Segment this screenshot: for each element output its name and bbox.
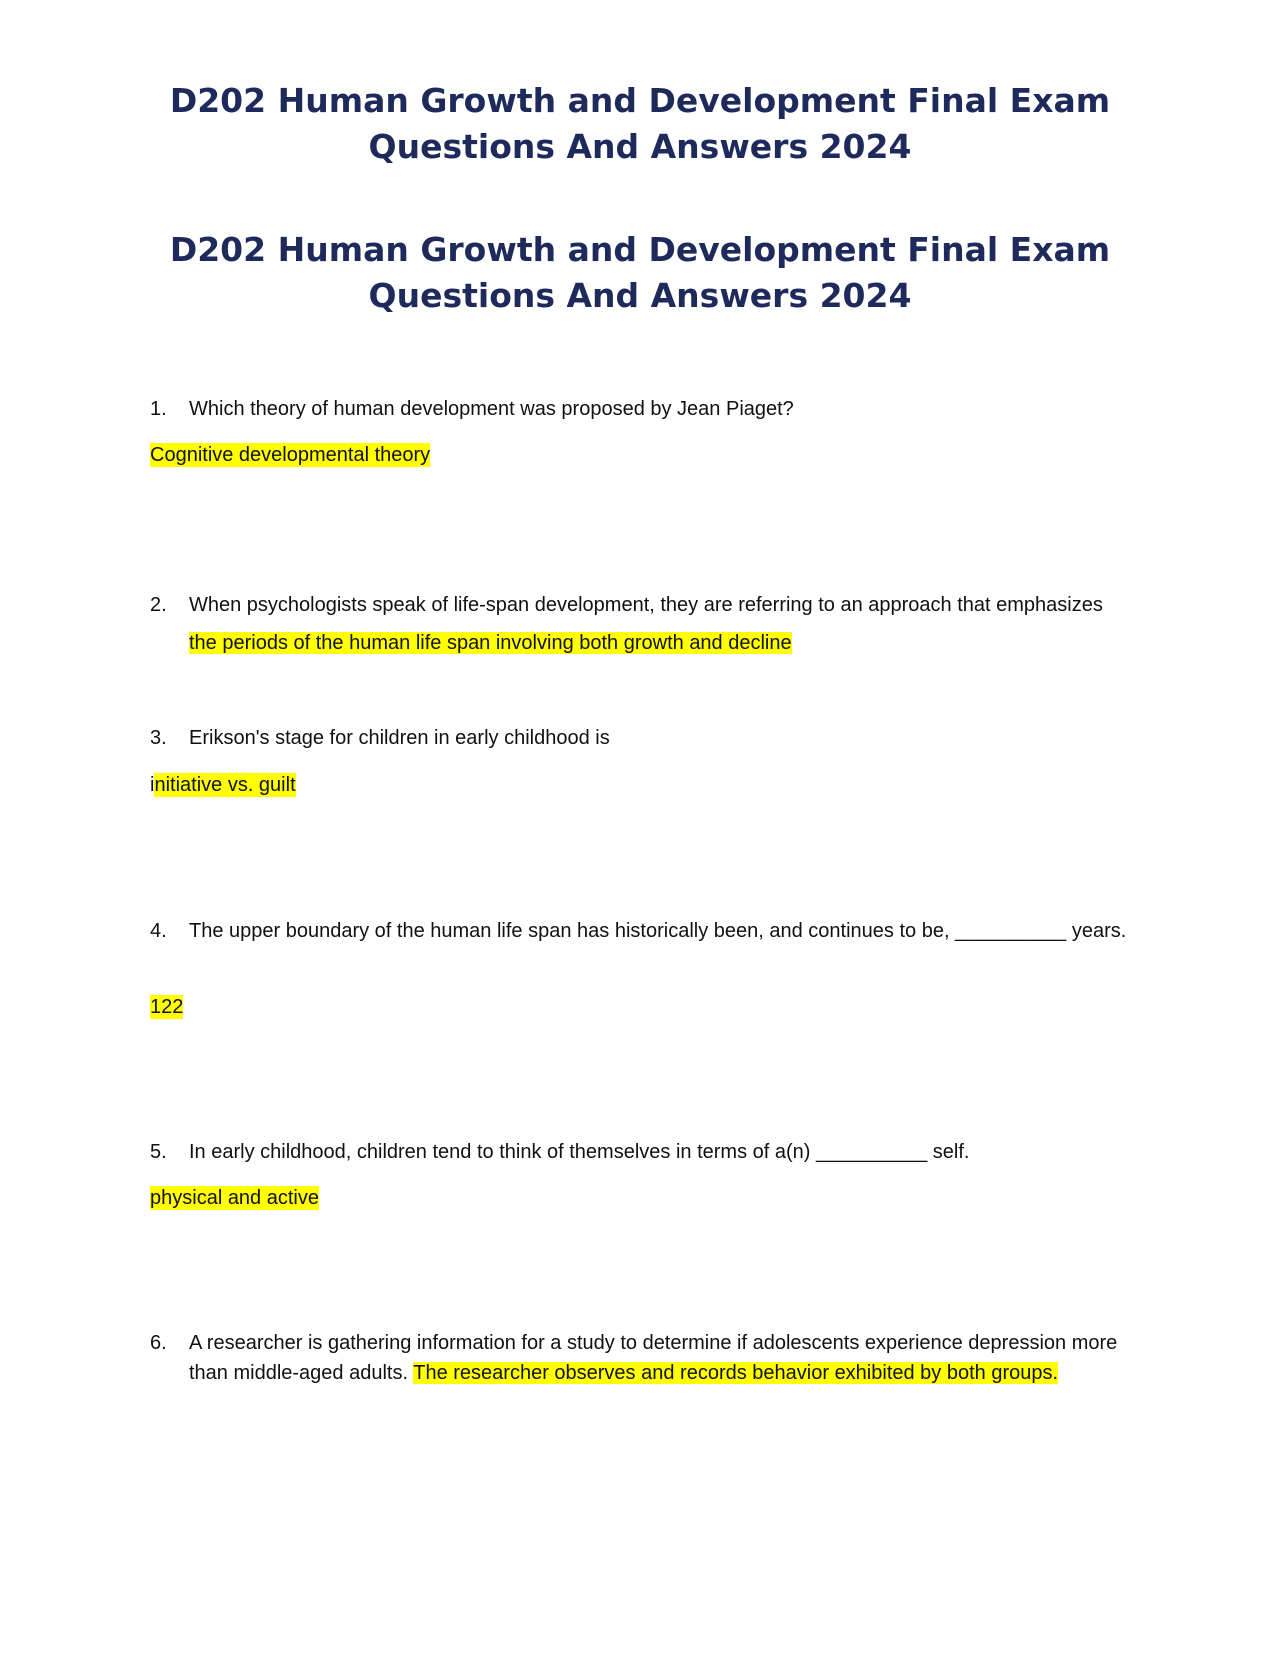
answer-3 [150,770,296,800]
title-line-1: D202 Human Growth and Development Final Exam [169,230,1111,269]
title-line-2: Questions And Answers 2024 [368,127,912,166]
question-text-wrap [189,1328,1130,1388]
answer-prefix: i [150,774,155,796]
highlighted-answer: the periods of the human life span involving both growth and decline [189,632,792,654]
highlighted-answer: physical and active [150,1187,319,1209]
question-number: 4. [150,920,167,942]
question-1 [150,394,1130,424]
question-number: 6. [150,1332,167,1354]
question-number: 5. [150,1141,167,1163]
question-2 [150,586,1130,662]
question-number: 1. [150,398,167,420]
highlighted-answer: 122 [150,996,184,1018]
highlighted-answer: nitiative vs. guilt [154,774,296,796]
question-text: When psychologists speak of life-span development, they are referring to an approach that emphasizes [189,594,1103,616]
question-text: The upper boundary of the human life span has historically been, and continues to be, __________ years. [189,920,1127,942]
document-title [0,78,1280,170]
question-text-wrap [189,586,1130,662]
highlighted-answer: The researcher observes and records behavior exhibited by both groups. [413,1362,1059,1384]
question-text: Which theory of human development was proposed by Jean Piaget? [189,398,794,420]
question-text: In early childhood, children tend to think of themselves in terms of a(n) __________ self. [189,1141,970,1163]
answer-1 [150,440,430,470]
title-line-1: D202 Human Growth and Development Final Exam [169,81,1111,120]
question-3 [150,723,1130,753]
title-line-2: Questions And Answers 2024 [368,276,912,315]
question-4 [150,916,1130,946]
question-5 [150,1137,1130,1167]
document-title-repeat [0,227,1280,319]
question-number: 2. [150,594,167,616]
question-number: 3. [150,727,167,749]
answer-5 [150,1183,319,1213]
answer-4 [150,992,183,1022]
highlighted-answer: Cognitive developmental theory [150,444,431,466]
question-6 [150,1328,1130,1388]
question-text: Erikson's stage for children in early childhood is [189,727,610,749]
question-text: A researcher is gathering information for a study to determine if adolescents experience depression more than middle-aged adults. [189,1332,1118,1384]
